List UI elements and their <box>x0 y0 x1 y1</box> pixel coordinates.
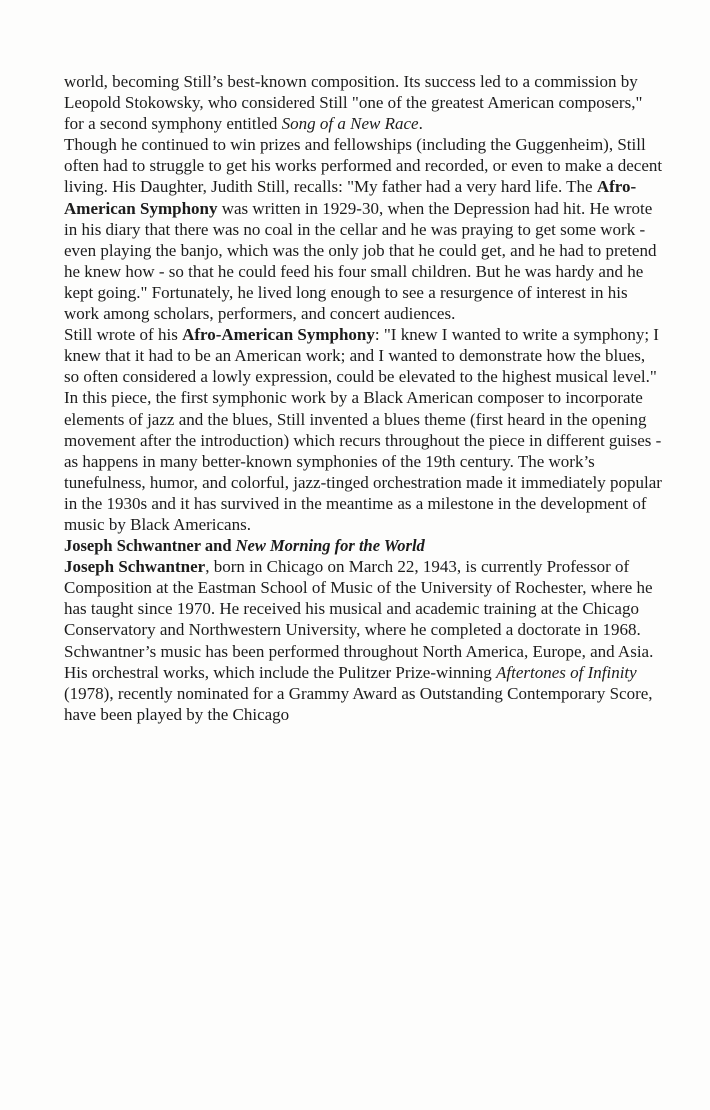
paragraph-4-run: Joseph Schwantner <box>64 557 206 577</box>
paragraph-3-run: Afro-American Symphony <box>182 325 375 345</box>
paragraph-still-hard-life <box>64 134 664 324</box>
paragraph-3-run: : "I knew I wanted to write a symphony; I knew that it had to be an American work; and I wanted to demonstrate how the blues, so often considered a lowly expression, could be elevated to the highest musical level." In this piece, the first symphonic work by a Black American composer to incorporate elements of jazz and the blues, Still invented a blues theme (first heard in the opening movement after the introduction) which recurs throughout the piece in different guises - as happens in many better-known symphonies of the 19th century. The work’s tunefulness, humor, and colorful, jazz-tinged orchestration made it immediately popular in the 1930s and it has survived in the meantime as a milestone in the development of music by Black Americans. <box>64 325 662 534</box>
paragraph-still-symphony-success <box>64 71 664 134</box>
paragraph-afro-american-symphony <box>64 324 664 535</box>
paragraph-3-run: Still wrote of his <box>64 325 183 345</box>
paragraph-1-run: . <box>418 114 423 134</box>
paragraph-5-run: (1978), recently nominated for a Grammy Award as Outstanding Contemporary Score, have been played by the Chicago <box>64 683 653 724</box>
paragraph-5-run: Aftertones of Infinity <box>495 662 637 682</box>
paragraph-1-run: world, becoming Still’s best-known composition. Its success led to a commission by Leopold Stokowsky, who considered Still "one of the greatest American composers," for a second symphony entitled <box>64 72 643 134</box>
paragraph-2-run: Afro-American Symphony <box>64 177 637 218</box>
paragraph-5-run: Schwantner’s music has been performed throughout North America, Europe, and Asia. His orchestral works, which include the Pulitzer Prize-winning <box>64 641 654 682</box>
heading-run: New Morning for the World <box>235 536 425 556</box>
paragraph-schwantner-bio <box>64 556 664 640</box>
paragraph-schwantner-music <box>64 641 664 725</box>
paragraph-4-run: , born in Chicago on March 22, 1943, is currently Professor of Composition at the Eastman School of Music of the University of Rochester, where he has taught since 1970. He received his musical and academic training at the Chicago Conservatory and Northwestern University, where he completed a doctorate in 1968. <box>64 557 653 640</box>
paragraph-2-run: Though he continued to win prizes and fellowships (including the Guggenheim), Still often had to struggle to get his works performed and recorded, or even to make a decent living. His Daughter, Judith Still, recalls: "My father had a very hard life. The <box>64 135 663 197</box>
paragraph-1-run: Song of a New Race <box>281 114 419 134</box>
heading-run: Joseph Schwantner and <box>64 536 236 556</box>
page-text <box>64 71 664 725</box>
section-heading-schwantner <box>64 535 664 556</box>
paragraph-2-run: was written in 1929-30, when the Depression had hit. He wrote in his diary that there was no coal in the cellar and he was praying to get some work - even playing the banjo, which was the only job that he could get, and he had to pretend he knew how - so that he could feed his four small children. But he was hardy and he kept going." Fortunately, he lived long enough to see a resurgence of interest in his work among scholars, performers, and concert audiences. <box>64 198 657 324</box>
